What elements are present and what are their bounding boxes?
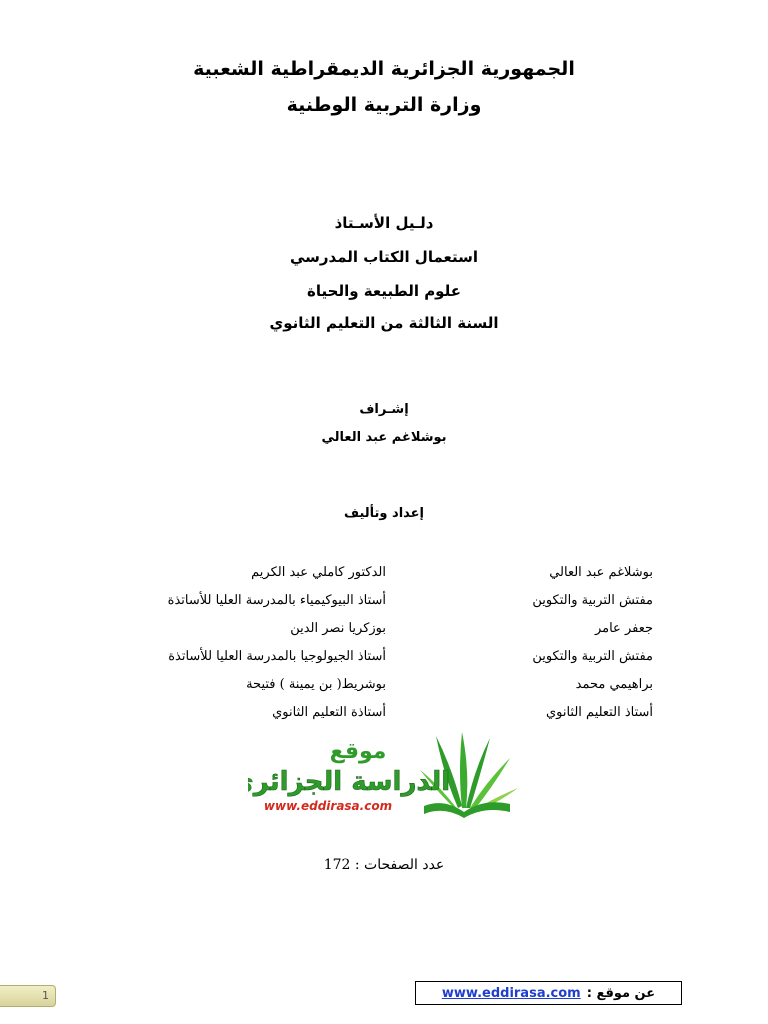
author-name: بوشلاغم عبد العالي bbox=[549, 565, 653, 580]
logo-main-word: الدراسة الجزائري bbox=[248, 767, 451, 797]
supervision-label: إشـراف bbox=[359, 402, 409, 417]
republic-title: الجمهورية الجزائرية الديمقراطية الشعبية bbox=[193, 58, 575, 80]
book-leaves-icon bbox=[248, 728, 520, 818]
ministry-title: وزارة التربية الوطنية bbox=[286, 94, 482, 116]
footer-label: عن موقع : bbox=[586, 985, 656, 1001]
author-name: الدكتور كاملي عبد الكريم bbox=[251, 565, 386, 580]
guide-title: دلـيل الأسـتاذ bbox=[334, 214, 434, 232]
author-title: مفتش التربية والتكوين bbox=[532, 649, 653, 664]
footer-source-box bbox=[415, 981, 682, 1005]
author-name: بوشريط( بن يمينة ) فتيحة bbox=[246, 677, 386, 692]
page-count: عدد الصفحات : 172 bbox=[323, 857, 445, 873]
author-title: أستاذ الجيولوجيا بالمدرسة العليا للأساتذة bbox=[168, 649, 386, 664]
grade-title: السنة الثالثة من التعليم الثانوي bbox=[269, 314, 499, 332]
logo-top-word: موقع bbox=[329, 739, 387, 764]
logo-url: www.eddirasa.com bbox=[263, 799, 393, 813]
author-title: مفتش التربية والتكوين bbox=[532, 593, 653, 608]
author-name: براهيمي محمد bbox=[575, 677, 653, 692]
textbook-usage-title: استعمال الكتاب المدرسي bbox=[289, 248, 478, 266]
authors-label: إعداد وتأليف bbox=[343, 506, 424, 521]
author-title: أستاذ التعليم الثانوي bbox=[545, 705, 653, 720]
eddirasa-logo bbox=[248, 728, 520, 818]
author-title: أستاذة التعليم الثانوي bbox=[272, 705, 386, 720]
footer-link[interactable]: www.eddirasa.com bbox=[441, 985, 581, 1001]
page-number-tab: 1 bbox=[0, 985, 56, 1007]
supervisor-name: بوشلاغم عبد العالي bbox=[321, 430, 447, 445]
author-name: بوزكريا نصر الدين bbox=[290, 621, 386, 636]
subject-title: علوم الطبيعة والحياة bbox=[307, 282, 461, 300]
author-title: أستاذ البيوكيمياء بالمدرسة العليا للأساتذة bbox=[167, 593, 386, 608]
author-name: جعفر عامر bbox=[594, 621, 653, 636]
